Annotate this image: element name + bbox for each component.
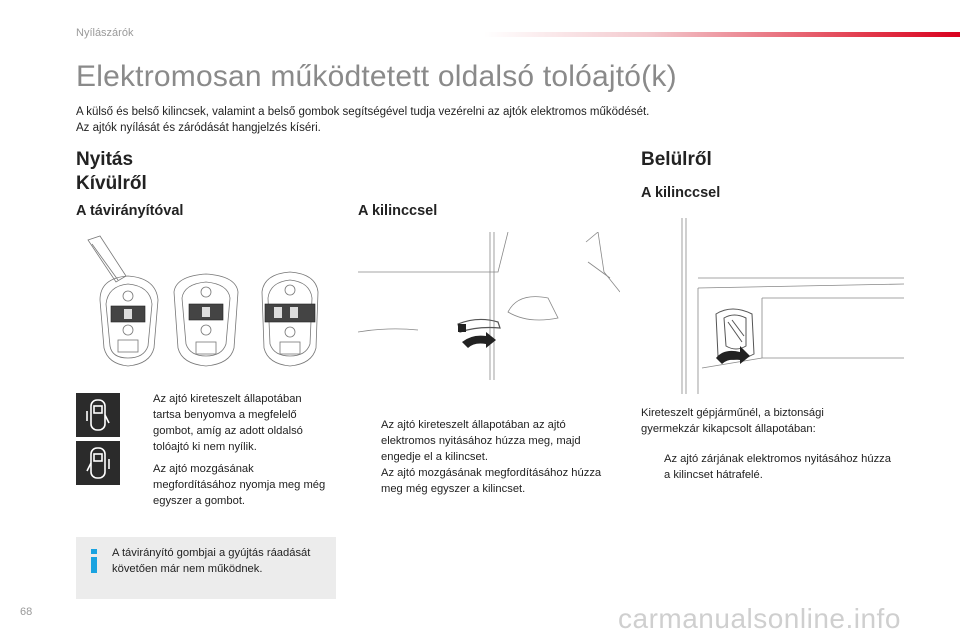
intro-line: Az ajtók nyílását és záródását hangjelzés kíséri.: [76, 122, 321, 134]
heading-opening: Nyitás: [76, 149, 134, 170]
watermark: carmanualsonline.info: [618, 603, 901, 634]
heading-remote: A távirányítóval: [76, 203, 184, 219]
info-text: A távirányító gombjai a gyújtás ráadását követően már nem működnek.: [112, 547, 311, 575]
remote-bullets: [130, 391, 330, 509]
heading-inside: Belülről: [641, 149, 712, 170]
info-box: [76, 537, 336, 599]
inside-handle-illustration: [642, 218, 904, 394]
inside-handle-text: Kireteszelt gépjárműnél, a biztonsági gyermekzár kikapcsolt állapotában:: [641, 407, 824, 435]
info-icon: [88, 549, 100, 573]
door-open-left-pictogram: [76, 441, 120, 485]
intro-line: A külső és belső kilincsek, valamint a belső gombok segítségével tudja vezérelni az ajtók elektromos működését.: [76, 106, 650, 118]
inside-handle-bullets: [641, 451, 891, 483]
section-label: Nyílászárók: [76, 27, 134, 39]
list-item: Az ajtó mozgásának megfordításához nyomja meg még egyszer a gombot.: [153, 463, 326, 507]
heading-outside: Kívülről: [76, 173, 147, 194]
list-item: Az ajtó kireteszelt állapotában az ajtó elektromos nyitásához húzza meg, majd engedje el a kilincset.: [381, 419, 581, 463]
page-title: Elektromosan működtetett oldalsó tolóajtó(k): [76, 60, 677, 93]
list-item: Az ajtó mozgásának megfordításához húzza meg még egyszer a kilincset.: [381, 467, 602, 495]
outside-handle-bullets: [358, 417, 608, 497]
heading-inside-handle: A kilinccsel: [641, 185, 721, 201]
list-item: Az ajtó zárjának elektromos nyitásához húzza a kilincset hátrafelé.: [664, 453, 891, 481]
header-accent-bar: [484, 32, 960, 37]
door-open-right-pictogram: [76, 393, 120, 437]
remote-keys-illustration: [78, 230, 340, 380]
intro-paragraph: [76, 104, 649, 136]
outside-handle-illustration: [358, 232, 620, 380]
page-number: 68: [20, 606, 33, 618]
heading-outside-handle: A kilinccsel: [358, 203, 438, 219]
list-item: Az ajtó kireteszelt állapotában tartsa benyomva a megfelelő gombot, amíg az adott oldalsó tolóajtó ki nem nyílik.: [153, 393, 303, 453]
